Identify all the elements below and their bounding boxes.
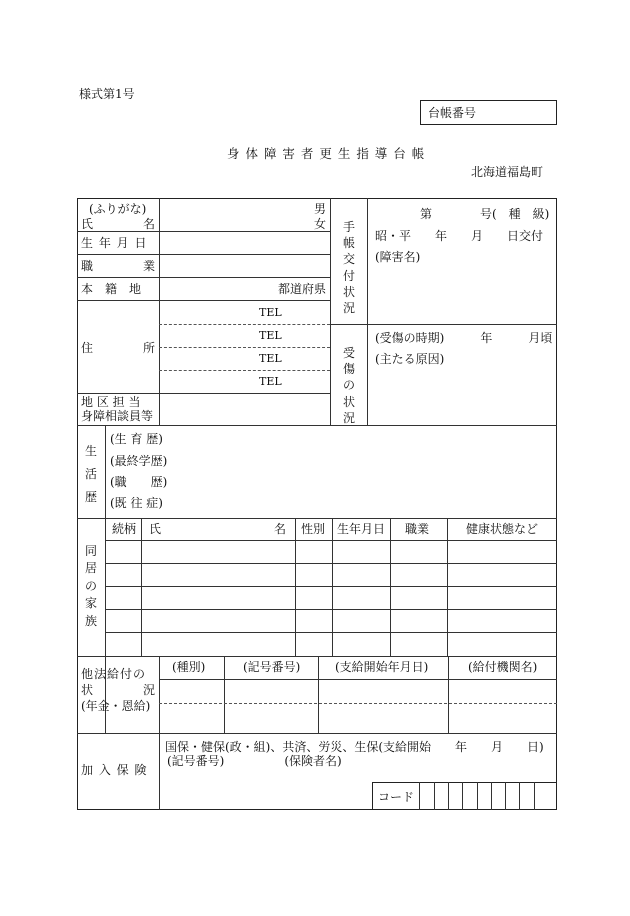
birth-date-label: 生 年 月 日 (81, 236, 148, 250)
tel-label-4: TEL (259, 375, 282, 388)
family-header-name-shi: 氏 (149, 522, 162, 536)
benefits-label-2b: 況 (143, 683, 156, 697)
municipality: 北海道福島町 (471, 165, 544, 179)
page-title: 身 体 障 害 者 更 生 指 導 台 帳 (227, 146, 426, 161)
family-header-sex: 性別 (301, 522, 326, 536)
tel-label-1: TEL (259, 306, 282, 319)
address-label-b: 所 (143, 341, 156, 355)
benefits-header-agency: (給付機関名) (468, 660, 538, 674)
occupation-label-a: 職 (81, 259, 94, 273)
history-medical: (既 往 症) (110, 496, 163, 510)
tel-label-2: TEL (259, 329, 282, 342)
name-label-mei: 名 (143, 217, 156, 231)
district-label-1: 地 区 担 当 (81, 395, 141, 409)
benefits-label-1: 他法給付の (81, 667, 147, 681)
disability-name-label: (障害名) (375, 250, 421, 264)
ledger-number-box (420, 100, 557, 125)
domicile-label: 本 籍 地 (81, 282, 142, 296)
injury-time-label: (受傷の時期) 年 月頃 (375, 331, 553, 345)
handbook-issue-line: 昭・平 年 月 日交付 (375, 229, 544, 243)
family-header-health: 健康状態など (466, 522, 539, 536)
family-header-occupation: 職業 (405, 522, 430, 536)
history-work: (職 歴) (110, 475, 168, 489)
family-header-relation: 続柄 (112, 522, 137, 536)
prefecture-label: 都道府県 (278, 282, 327, 296)
benefits-header-start-date: (支給開始年月日) (335, 660, 429, 674)
insurance-line-1: 国保・健保(政・組)、共済、労災、生保(支給開始 年 月 日) (165, 740, 544, 754)
benefits-label-3: (年金・恩給) (81, 699, 151, 713)
history-education: (最終学歴) (110, 454, 168, 468)
occupation-label-b: 業 (143, 259, 156, 273)
life-history-vertical-label: 生 活 歴 (84, 444, 97, 504)
address-label-a: 住 (81, 341, 94, 355)
sex-female: 女 (314, 217, 327, 231)
furigana-label: (ふりがな) (89, 202, 147, 216)
tel-label-3: TEL (259, 352, 282, 365)
name-label-shi: 氏 (81, 217, 94, 231)
benefits-label-2a: 状 (81, 683, 94, 697)
handbook-vertical-label: 手 帳 交 付 状 況 (342, 220, 355, 315)
district-label-2: 身障相談員等 (81, 409, 154, 423)
history-growth: (生 育 歴) (110, 432, 163, 446)
insurance-label: 加 入 保 険 (81, 763, 148, 777)
sex-male: 男 (314, 202, 327, 216)
family-vertical-label: 同 居 の 家 族 (84, 544, 97, 628)
family-header-birthdate: 生年月日 (337, 522, 386, 536)
benefits-header-number: (記号番号) (243, 660, 301, 674)
handbook-number-line: 第 号( 種 級) (420, 207, 550, 221)
ledger-number-label: 台帳番号 (428, 106, 477, 120)
code-label: コード (378, 790, 415, 804)
family-header-name-mei: 名 (274, 522, 287, 536)
benefits-header-type: (種別) (172, 660, 206, 674)
insurance-line-2: (記号番号) (保険者名) (167, 754, 342, 768)
code-cell-divider (419, 782, 420, 810)
form-number: 様式第1号 (79, 87, 135, 101)
injury-vertical-label: 受 傷 の 状 況 (342, 346, 355, 425)
injury-cause-label: (主たる原因) (375, 352, 445, 366)
